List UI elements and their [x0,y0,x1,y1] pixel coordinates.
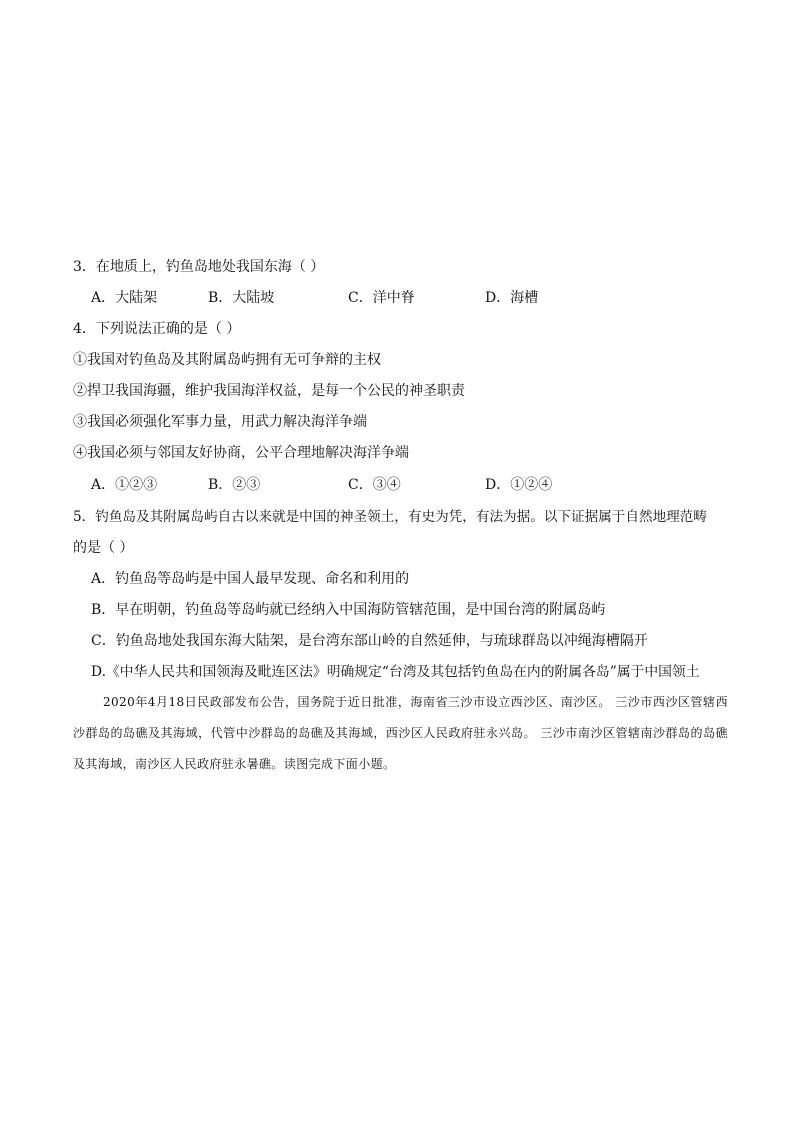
q3-stem: 3．在地质上，钓鱼岛地处我国东海（ ） [73,259,325,275]
q3-option-c: C．洋中脊 [348,290,415,306]
q3-option-a: A．大陆架 [91,290,158,306]
q4-option-d: D．①②④ [485,477,553,493]
q4-statement-4: ④我国必须与邻国友好协商，公平合理地解决海洋争端 [73,445,409,461]
q5-stem-line1: 5．钓鱼岛及其附属岛屿自古以来就是中国的神圣领土，有史为凭，有法为据。以下证据属于自然地理范畴 [73,509,707,525]
q4-stem: 4．下列说法正确的是（ ） [73,321,241,337]
q4-option-a: A．①②③ [91,477,158,493]
q4-option-b: B．②③ [208,477,261,493]
q4-statement-3: ③我国必须强化军事力量，用武力解决海洋争端 [73,414,367,430]
q4-option-c: C．③④ [348,477,401,493]
q4-statement-1: ①我国对钓鱼岛及其附属岛屿拥有无可争辩的主权 [73,352,381,368]
q5-option-b: B．早在明朝，钓鱼岛等岛屿就已经纳入中国海防管辖范围，是中国台湾的附属岛屿 [91,602,606,618]
q3-option-b: B．大陆坡 [208,290,275,306]
q4-statement-2: ②捍卫我国海疆，维护我国海洋权益，是每一个公民的神圣职责 [73,383,465,399]
q5-stem-line2: 的是（ ） [73,540,134,556]
q5-option-a: A．钓鱼岛等岛屿是中国人最早发现、命名和利用的 [91,571,410,587]
q3-option-d: D．海槽 [485,290,539,306]
q5-option-d: D.《中华人民共和国领海及毗连区法》明确规定“台湾及其包括钓鱼岛在内的附属各岛”属于中国领土 [91,664,700,680]
reading-passage: 2020年4月18日民政部发布公告，国务院于近日批准，海南省三沙市设立西沙区、南沙区。 三沙市西沙区管辖西沙群岛的岛礁及其海域，代管中沙群岛的岛礁及其海域，西沙区人民政府驻永兴岛。 三沙市南沙区管辖南沙群岛的岛礁及其海域，南沙区人民政府驻永暑礁。读图完成下面小题。 [73,695,728,771]
q5-option-c: C．钓鱼岛地处我国东海大陆架，是台湾东部山岭的自然延伸，与琉球群岛以冲绳海槽隔开 [91,633,648,649]
